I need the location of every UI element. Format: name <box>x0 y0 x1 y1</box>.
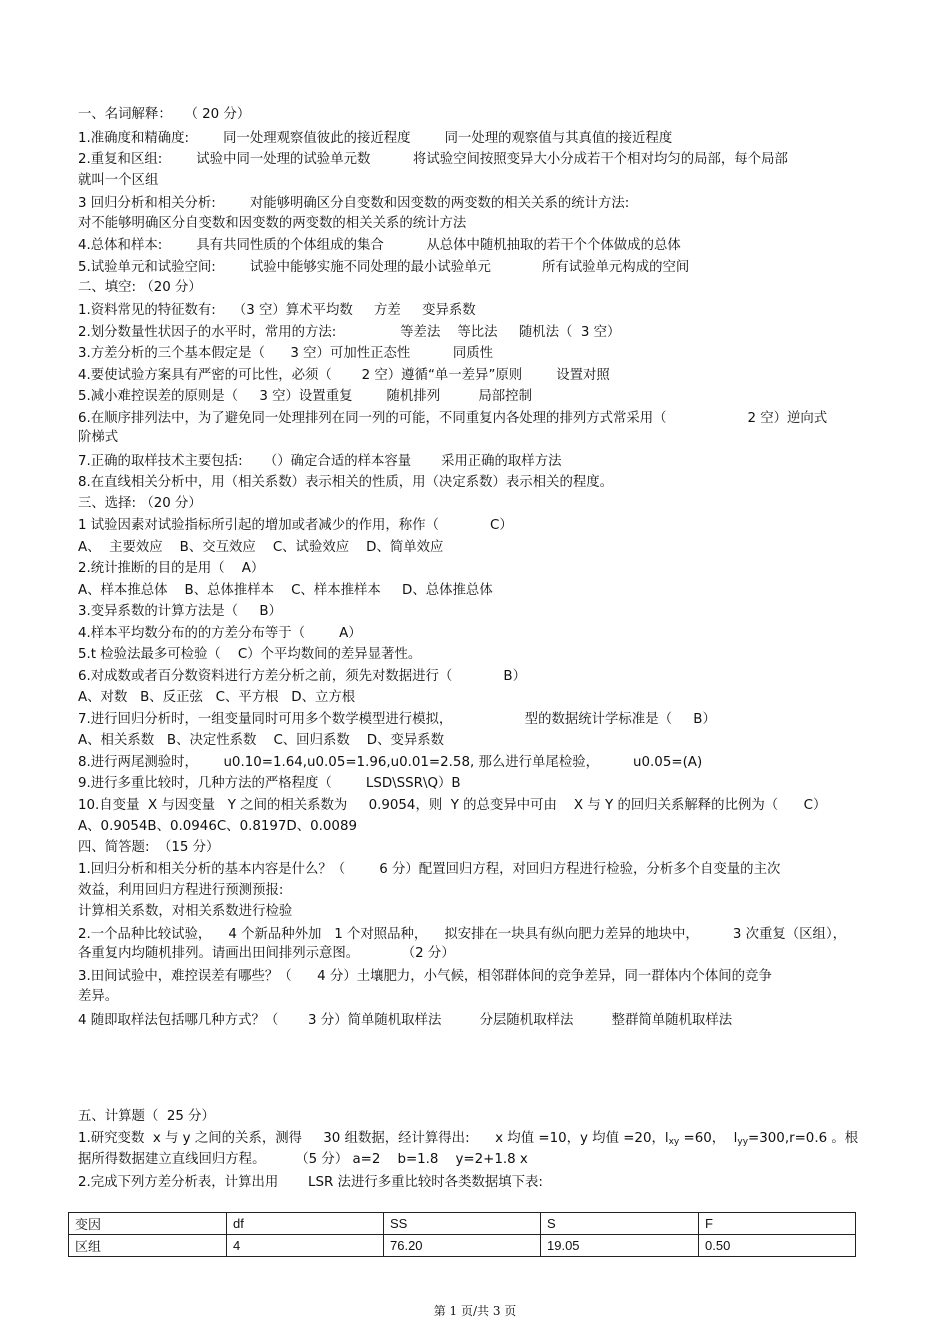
section-heading: 一、名词解释： （ 20 分） <box>78 107 251 122</box>
options-line: A、0.9054B、0.0946C、0.8197D、0.0089 <box>78 819 357 834</box>
text-line: 计算相关系数，对相关系数进行检验 <box>78 904 293 919</box>
table-row <box>69 1235 856 1257</box>
text-line: 3.田间试验中，难控误差有哪些？（ 4 分）土壤肥力，小气候，相邻群体间的竞争差异，同一群体内个体间的竞争 <box>78 969 772 984</box>
question-line: 10.自变量 X 与因变量 Y 之间的相关系数为 0.9054，则 Y 的总变异中可由 X 与 Y 的回归关系解释的比例为（ C） <box>78 798 827 813</box>
text-line: 6.在顺序排列法中，为了避免同一处理排列在同一列的可能，不同重复内各处理的排列方式常采用（ 2 空）逆向式 <box>78 411 828 426</box>
text-line: 据所得数据建立直线回归方程。 （5 分） a=2 b=1.8 y=2+1.8 x <box>78 1152 528 1167</box>
question-line: 5.t 检验法最多可检验（ C）个平均数间的差异显著性。 <box>78 647 422 662</box>
text-run: =300,r=0.6 。根 <box>748 1131 859 1146</box>
question-line: 3.变异系数的计算方法是（ B） <box>78 604 282 619</box>
question-line: 9.进行多重比较时，几种方法的严格程度（ LSD\SSR\Q）B <box>78 776 461 791</box>
text-line: 就叫一个区组 <box>78 173 159 188</box>
text-line: 2.一个品种比较试验， 4 个新品种外加 1 个对照品种， 拟安排在一块具有纵向肥力差异的地块中， 3 次重复（区组）， <box>78 927 847 942</box>
table-header-cell: S <box>541 1213 699 1235</box>
section-heading: 三、选择: （20 分） <box>78 496 202 511</box>
page-footer: 第 1 页/共 3 页 <box>433 1304 517 1318</box>
table-header-cell: 变因 <box>69 1213 227 1235</box>
table-cell: 19.05 <box>541 1235 699 1257</box>
section-heading: 四、简答题: （15 分） <box>78 840 220 855</box>
text-line: 各重复内均随机排列。请画出田间排列示意图。 （2 分） <box>78 946 455 961</box>
options-line: A、相关系数 B、决定性系数 C、回归系数 D、变异系数 <box>78 733 445 748</box>
table-cell: 0.50 <box>699 1235 856 1257</box>
question-line: 8.进行两尾测验时， u0.10=1.64,u0.05=1.96,u0.01=2.58, 那么进行单尾检验， u0.05=(A) <box>78 755 703 770</box>
section-heading: 二、填空: （20 分） <box>78 280 202 295</box>
text-line: 7.正确的取样技术主要包括: （）确定合适的样本容量 采用正确的取样方法 <box>78 454 562 469</box>
question-line: 6.对成数或者百分数资料进行方差分析之前，须先对数据进行（ B） <box>78 669 526 684</box>
text-line: 2.完成下列方差分析表，计算出用 LSR 法进行多重比较时各类数据填下表: <box>78 1175 543 1190</box>
options-line: A、对数 B、反正弦 C、平方根 D、立方根 <box>78 690 356 705</box>
text-line: 阶梯式 <box>78 430 119 445</box>
question-line: 4.样本平均数分布的的方差分布等于（ A） <box>78 626 362 641</box>
options-line: A、 主要效应 B、交互效应 C、试验效应 D、简单效应 <box>78 540 444 555</box>
question-line: 1 试验因素对试验指标所引起的增加或者减少的作用，称作（ C） <box>78 518 513 533</box>
anova-table <box>68 1212 856 1257</box>
text-line: 5.试验单元和试验空间: 试验中能够实施不同处理的最小试验单元 所有试验单元构成的空间 <box>78 260 690 275</box>
text-line: 对不能够明确区分自变数和因变数的两变数的相关关系的统计方法 <box>78 216 467 231</box>
text-line: 1.回归分析和相关分析的基本内容是什么？（ 6 分）配置回归方程，对回归方程进行检验，分析多个自变量的主次 <box>78 862 781 877</box>
question-line: 7.进行回归分析时，一组变量同时可用多个数学模型进行模拟， 型的数据统计学标准是（ B） <box>78 712 716 727</box>
table-cell: 区组 <box>69 1235 227 1257</box>
subscript: yy <box>737 1137 749 1147</box>
table-header-row <box>69 1213 856 1235</box>
text-line: 1.资料常见的特征数有: （3 空）算术平均数 方差 变异系数 <box>78 303 476 318</box>
text-line: 3 回归分析和相关分析: 对能够明确区分自变数和因变数的两变数的相关关系的统计方法: <box>78 196 630 211</box>
table-header-cell: df <box>227 1213 384 1235</box>
text-line: 效益，利用回归方程进行预测预报: <box>78 883 284 898</box>
text-line: 8.在直线相关分析中，用（相关系数）表示相关的性质，用（决定系数）表示相关的程度。 <box>78 475 614 490</box>
table-header-cell: SS <box>384 1213 541 1235</box>
section-heading: 五、计算题（ 25 分） <box>78 1109 215 1124</box>
text-line: 1.准确度和精确度: 同一处理观察值彼此的接近程度 同一处理的观察值与其真值的接近程度 <box>78 131 673 146</box>
table-cell: 4 <box>227 1235 384 1257</box>
text-run: 1.研究变数 x 与 y 之间的关系，测得 30 组数据，经计算得出: x 均值 =10，y 均值 =20，l <box>78 1131 669 1146</box>
text-line: 2.重复和区组: 试验中同一处理的试验单元数 将试验空间按照变异大小分成若干个相对均匀的局部，每个局部 <box>78 152 788 167</box>
text-line: 差异。 <box>78 989 119 1004</box>
text-line <box>78 1131 858 1150</box>
text-line: 4.总体和样本: 具有共同性质的个体组成的集合 从总体中随机抽取的若干个个体做成的总体 <box>78 238 681 253</box>
text-line: 4.要使试验方案具有严密的可比性，必须（ 2 空）遵循“单一差异”原则 设置对照 <box>78 368 610 383</box>
table-cell: 76.20 <box>384 1235 541 1257</box>
question-line: 2.统计推断的目的是用（ A） <box>78 561 265 576</box>
options-line: A、样本推总体 B、总体推样本 C、样本推样本 D、总体推总体 <box>78 583 493 598</box>
table-header-cell: F <box>699 1213 856 1235</box>
text-run: =60， l <box>679 1131 738 1146</box>
text-line: 2.划分数量性状因子的水平时，常用的方法: 等差法 等比法 随机法（ 3 空） <box>78 325 621 340</box>
text-line: 4 随即取样法包括哪几种方式？（ 3 分）简单随机取样法 分层随机取样法 整群简单随机取样法 <box>78 1013 733 1028</box>
subscript: xy <box>668 1137 680 1147</box>
text-line: 3.方差分析的三个基本假定是（ 3 空）可加性正态性 同质性 <box>78 346 494 361</box>
text-line: 5.减小难控误差的原则是（ 3 空）设置重复 随机排列 局部控制 <box>78 389 532 404</box>
